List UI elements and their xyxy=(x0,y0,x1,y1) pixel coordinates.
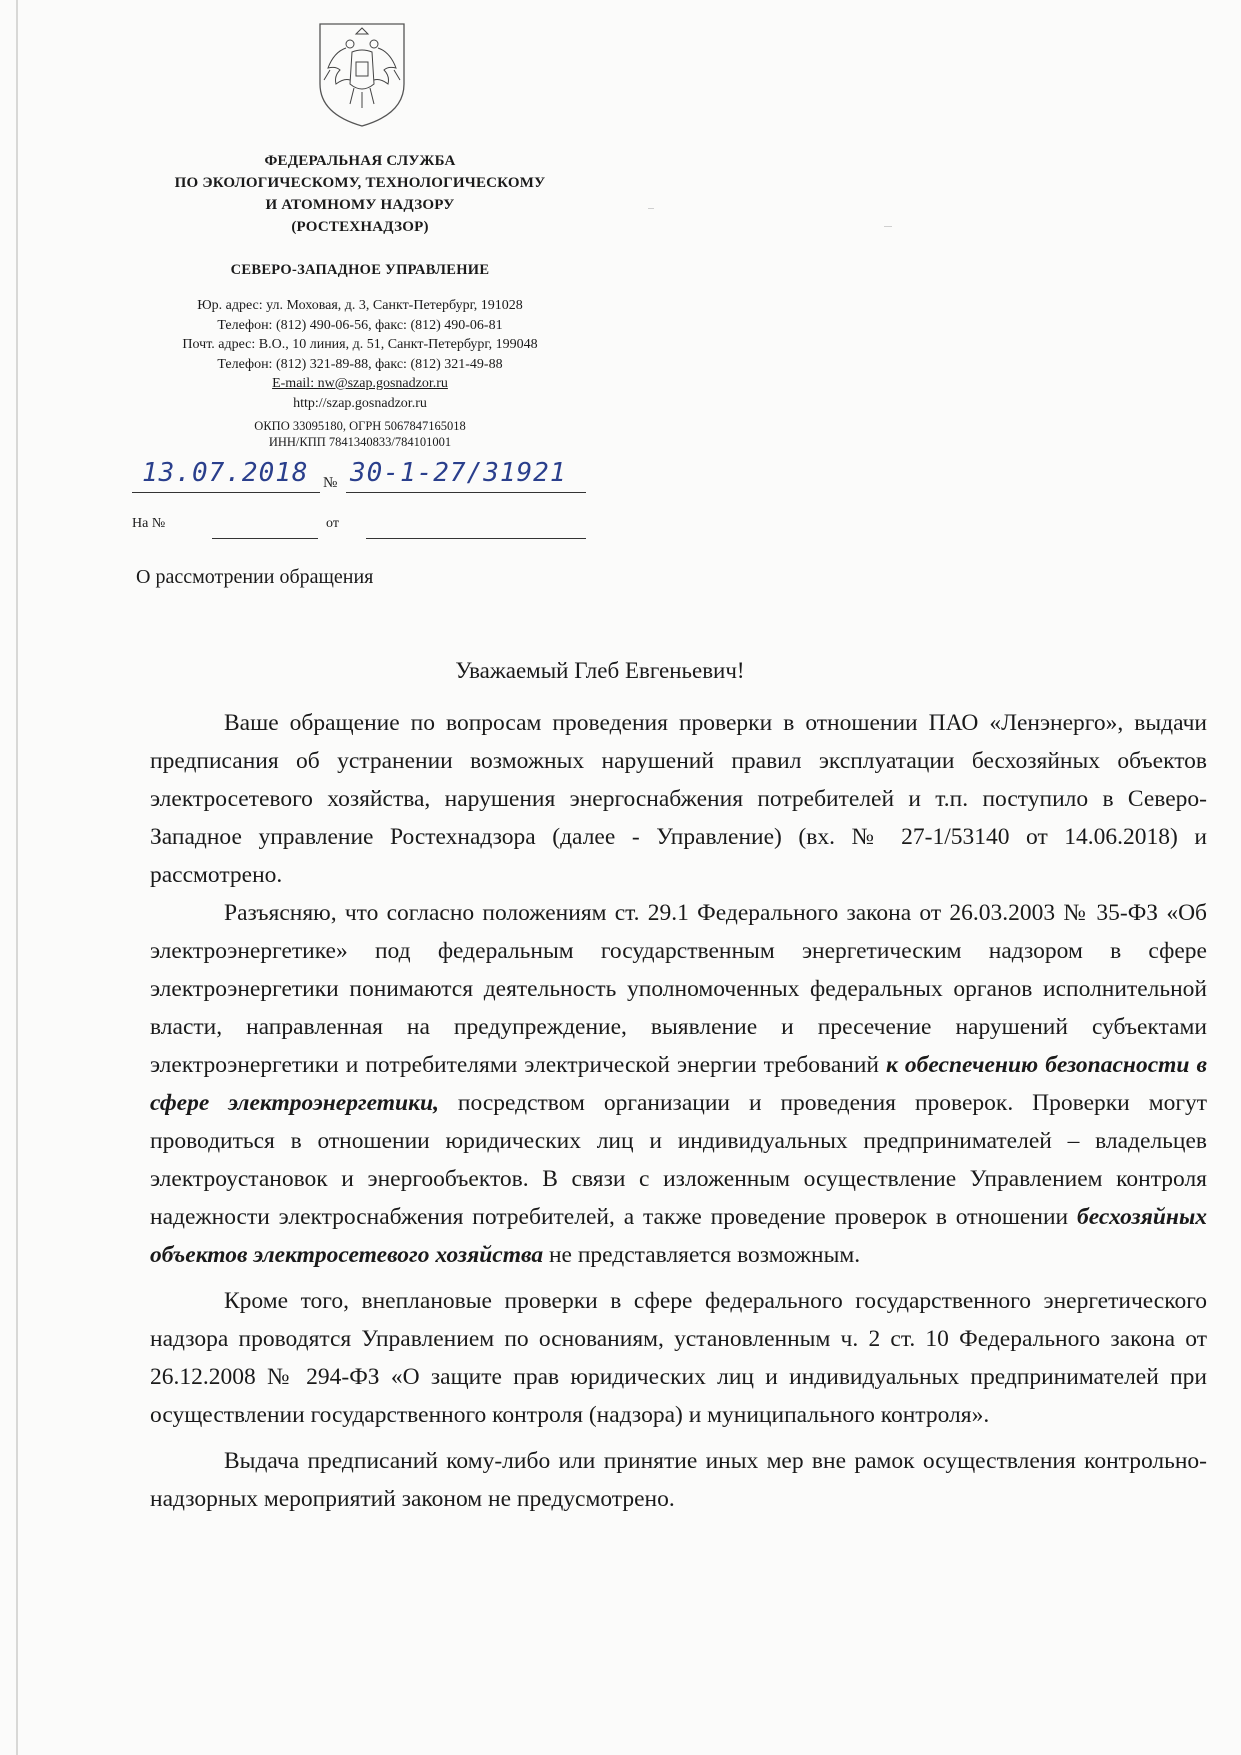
reply-number-label: На № xyxy=(132,516,166,531)
codes-line-2: ИНН/КПП 7841340833/784101001 xyxy=(268,435,452,449)
letter-greeting: Уважаемый Глеб Евгеньевич! xyxy=(455,658,745,683)
paragraph-2-text-c: не представляется возможным. xyxy=(548,1242,861,1268)
number-underline xyxy=(346,492,586,493)
paragraph-1: Ваше обращение по вопросам проведения проверки в отношении ПАО «Ленэнерго», выдачи предписания об устранении возможных нарушений правил эксплуатации бесхозяйных объектов электросетевого хозяйства, нарушения энергоснабжения потребителей и т.п. поступило в Северо-Западное управление Ростехнадзора (далее - Управление) (вх. № 27-1/53140 от 14.06.2018) и рассмотрено. xyxy=(150,710,1207,888)
department-name: СЕВЕРО-ЗАПАДНОЕ УПРАВЛЕНИЕ xyxy=(230,262,490,278)
handwritten-number: 30-1-27/31921 xyxy=(350,458,567,488)
paragraph-2-emphasis-a: к обеспечению безопасности в сфере электроэнергетики, xyxy=(150,1052,1207,1116)
letter-subject: О рассмотрении обращения xyxy=(136,566,374,588)
codes-line-1: ОКПО 33095180, ОГРН 5067847165018 xyxy=(254,419,466,433)
address-block xyxy=(140,296,580,413)
scan-mark xyxy=(884,226,892,227)
email-link[interactable]: E-mail: nw@szap.gosnadzor.ru xyxy=(272,376,448,391)
org-line-3: И АТОМНОМУ НАДЗОРУ xyxy=(265,197,455,213)
paragraph-3: Кроме того, внеплановые проверки в сфере федерального государственного энергетического надзора проводятся Управлением по основаниям, установленным ч. 2 ст. 10 Федерального закона от 26.12.2008 № 294-ФЗ «О защите прав юридических лиц и индивидуальных предпринимателей при осуществлении государственного контроля (надзора) и муниципального контроля». xyxy=(150,1288,1207,1428)
paragraph-2-text-b: посредством организации и проведения проверок. Проверки могут проводиться в отношении юридических лиц и индивидуальных предпринимателей – владельцев электроустановок и энергообъектов. В связи с изложенным осуществление Управлением контроля надежности электроснабжения потребителей, а также проведение проверок в отношении xyxy=(150,1090,1207,1230)
page-edge xyxy=(16,0,18,1755)
letter-body xyxy=(150,704,1207,1518)
address-line-2: Телефон: (812) 490-06-56, факс: (812) 490-06-81 xyxy=(217,317,503,333)
address-line-1: Юр. адрес: ул. Моховая, д. 3, Санкт-Петербург, 191028 xyxy=(197,298,523,313)
paragraph-2-text-a: Разъясняю, что согласно положениям ст. 29.1 Федерального закона от 26.03.2003 № 35-ФЗ «Об электроэнергетике» под федеральным государственным энергетическим надзором в сфере электроэнергетики понимаются деятельность уполномоченных федеральных органов исполнительной власти, направленная на предупреждение, выявление и пресечение нарушений субъектами электроэнергетики и потребителями электрической энергии требований xyxy=(150,900,1207,1078)
coat-of-arms-emblem xyxy=(316,22,408,128)
paragraph-4: Выдача предписаний кому-либо или принятие иных мер вне рамок осуществления контрольно-надзорных мероприятий законом не предусмотрено. xyxy=(150,1448,1207,1512)
reply-number-line xyxy=(212,538,318,539)
org-line-1: ФЕДЕРАЛЬНАЯ СЛУЖБА xyxy=(264,153,456,169)
address-line-3: Почт. адрес: В.О., 10 линия, д. 51, Санкт-Петербург, 199048 xyxy=(182,337,538,352)
org-line-4: (РОСТЕХНАДЗОР) xyxy=(291,219,429,235)
website-link[interactable]: http://szap.gosnadzor.ru xyxy=(293,395,427,411)
handwritten-date: 13.07.2018 xyxy=(142,458,309,488)
organization-name xyxy=(140,150,580,238)
date-underline xyxy=(132,492,320,493)
registration-codes xyxy=(140,418,580,450)
paragraph-2-emphasis-b: бесхозяйных объектов электросетевого хозяйства xyxy=(150,1204,1208,1268)
number-sign: № xyxy=(323,475,338,491)
scan-mark xyxy=(648,208,654,209)
org-line-2: ПО ЭКОЛОГИЧЕСКОМУ, ТЕХНОЛОГИЧЕСКОМУ xyxy=(174,175,546,191)
paragraph-2 xyxy=(150,894,1207,1274)
reply-from-line xyxy=(366,538,586,539)
address-line-4: Телефон: (812) 321-89-88, факс: (812) 321-49-88 xyxy=(217,356,503,372)
reply-from-label: от xyxy=(326,516,339,531)
